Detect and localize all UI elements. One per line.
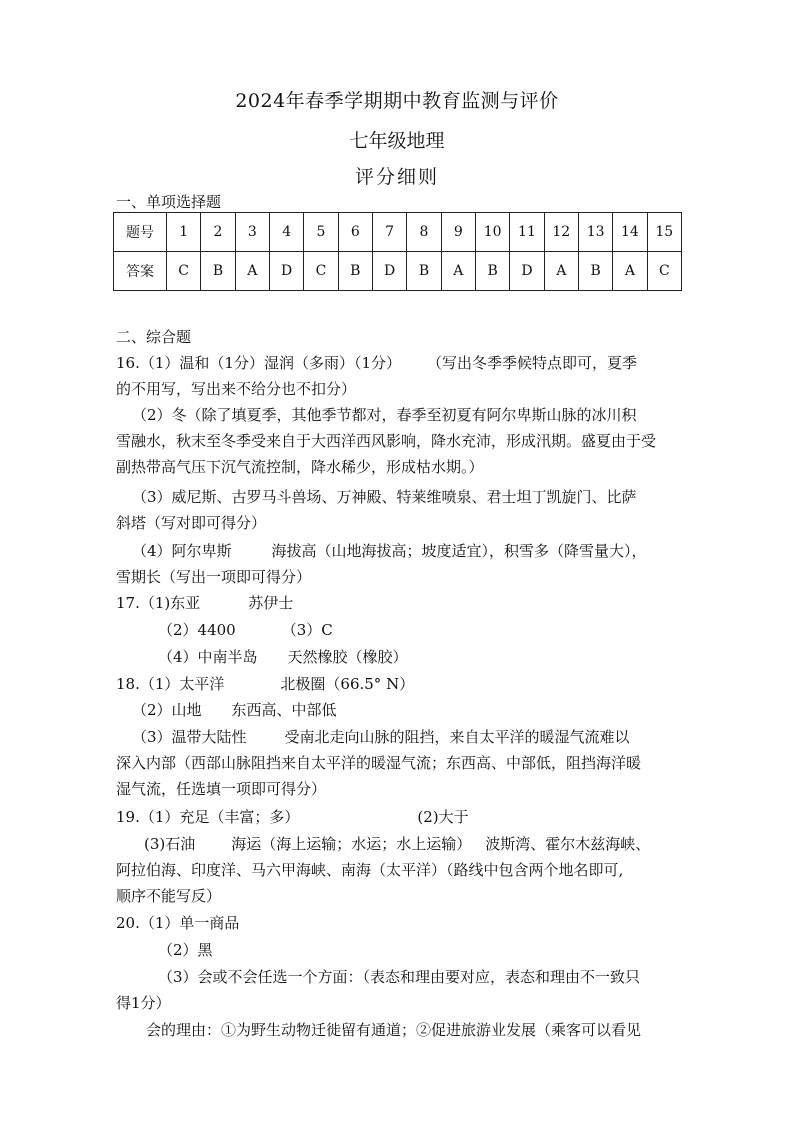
q19-line-1 (116, 804, 686, 830)
table-cell: A (613, 252, 647, 291)
table-cell: B (201, 252, 235, 291)
table-cell: B (578, 252, 612, 291)
q16-line-8 (132, 538, 702, 564)
q17-line-2 (158, 617, 728, 643)
table-cell: 5 (304, 213, 338, 252)
q19-line-2 (144, 831, 714, 857)
q19-part3-answer-c: 波斯湾、霍尔木兹海峡、 (485, 835, 651, 853)
q18-part3-answer-a: （3）温带大陆性 (132, 728, 247, 746)
q18-line-3 (132, 724, 702, 750)
table-cell: D (372, 252, 406, 291)
q19-part2-answer: (2)大于 (417, 808, 469, 826)
table-cell: B (475, 252, 509, 291)
q18-line-1 (116, 671, 686, 697)
q16-line-4: 雪融水，秋末至冬季受来自于大西洋西风影响，降水充沛，形成汛期。盛夏由于受 (116, 432, 657, 450)
table-row-numbers (114, 213, 682, 252)
table-cell: 4 (269, 213, 303, 252)
q16-line-5: 副热带高气压下沉气流控制，降水稀少，形成枯水期。） (116, 458, 484, 476)
document-type: 评分细则 (354, 166, 439, 188)
q17-part1-answer-a: 17.（1)东亚 (116, 594, 201, 612)
q18-part1-answer-a: 18.（1）太平洋 (116, 675, 225, 693)
table-cell: A (235, 252, 269, 291)
q16-line-9: 雪期长（写出一项即可得分） (116, 568, 312, 586)
q16-part1-note: （写出冬季季候特点即可，夏季 (427, 354, 638, 372)
q16-part1-answer: 16.（1）温和（1分）湿润（多雨）（1分） (116, 354, 401, 372)
table-cell: B (338, 252, 372, 291)
table-cell: 1 (167, 213, 201, 252)
q16-line-3: （2）冬（除了填夏季，其他季节都对，春季至初夏有阿尔卑斯山脉的冰川积 (132, 406, 637, 424)
q20-line-1: 20.（1）单一商品 (116, 914, 240, 932)
table-cell: 9 (441, 213, 475, 252)
table-cell: B (407, 252, 441, 291)
q18-part1-answer-b: 北极圈（66.5° N） (280, 675, 415, 693)
q20-line-5: 会的理由：①为野生动物迁徙留有通道；②促进旅游业发展（乘客可以看见 (146, 1021, 642, 1039)
q20-line-3: （3）会或不会任选一个方面：（表态和理由要对应，表态和理由不一致只 (158, 968, 641, 986)
table-cell: 7 (372, 213, 406, 252)
table-cell: C (647, 252, 681, 291)
q19-part3-answer-a: (3)石油 (144, 835, 196, 853)
q18-line-4: 深入内部（西部山脉阻挡来自太平洋的暖湿气流；东西高、中部低，阻挡海洋暖 (116, 754, 642, 772)
table-cell: 3 (235, 213, 269, 252)
table-cell: 2 (201, 213, 235, 252)
section2-heading: 二、综合题 (116, 328, 192, 346)
table-cell: 12 (544, 213, 578, 252)
q18-line-5: 湿气流，任选填一项即可得分） (116, 780, 327, 798)
table-row-answers (114, 252, 682, 291)
q17-part4-answer-a: （4）中南半岛 (158, 648, 258, 666)
table-cell: D (510, 252, 544, 291)
document-title: 2024年春季学期期中教育监测与评价 (235, 90, 559, 112)
table-cell: 14 (613, 213, 647, 252)
q18-line-2 (132, 697, 702, 723)
table-cell: 11 (510, 213, 544, 252)
q16-line-2: 的不用写，写出来不给分也不扣分） (116, 380, 357, 398)
q17-part2-answer: （2）4400 (158, 621, 236, 639)
table-cell: 8 (407, 213, 441, 252)
q18-part3-answer-b: 受南北走向山脉的阻挡，来自太平洋的暖湿气流难以 (284, 728, 630, 746)
answer-table (113, 212, 682, 291)
document-subtitle: 七年级地理 (349, 130, 445, 152)
q19-part3-answer-b: 海运（海上运输；水运；水上运输） (231, 835, 472, 853)
q17-line-3 (158, 644, 728, 670)
q20-line-4: 得1分） (116, 994, 171, 1012)
q18-part2-answer-a: （2）山地 (132, 701, 202, 719)
q16-part4-answer-a: （4）阿尔卑斯 (132, 542, 232, 560)
table-cell: 10 (475, 213, 509, 252)
q16-part4-answer-b: 海拔高（山地海拔高；坡度适宜），积雪多（降雪量大）， (271, 542, 647, 560)
section1-heading: 一、单项选择题 (116, 193, 222, 211)
q17-part4-answer-b: 天然橡胶（橡胶） (287, 648, 408, 666)
q19-line-4: 顺序不能写反） (116, 887, 222, 905)
table-cell: C (167, 252, 201, 291)
q16-line-7: 斜塔（写对即可得分） (116, 514, 267, 532)
q19-part1-answer: 19.（1）充足（丰富；多） (116, 808, 300, 826)
table-cell: 6 (338, 213, 372, 252)
q17-line-1 (116, 590, 686, 616)
q20-line-2: （2）黑 (158, 941, 213, 959)
row-label-answer: 答案 (114, 252, 167, 291)
q19-line-3: 阿拉伯海、印度洋、马六甲海峡、南海（太平洋）（路线中包含两个地名即可, (116, 861, 624, 879)
table-cell: A (441, 252, 475, 291)
q16-line-6: （3）威尼斯、古罗马斗兽场、万神殿、特莱维喷泉、君士坦丁凯旋门、比萨 (132, 488, 637, 506)
table-cell: D (269, 252, 303, 291)
q16-line-1 (116, 350, 686, 376)
table-cell: A (544, 252, 578, 291)
table-cell: 15 (647, 213, 681, 252)
q18-part2-answer-b: 东西高、中部低 (231, 701, 337, 719)
table-cell: C (304, 252, 338, 291)
q17-part3-answer: （3）C (281, 621, 333, 639)
q17-part1-answer-b: 苏伊士 (248, 594, 294, 612)
row-label-number: 题号 (114, 213, 167, 252)
table-cell: 13 (578, 213, 612, 252)
